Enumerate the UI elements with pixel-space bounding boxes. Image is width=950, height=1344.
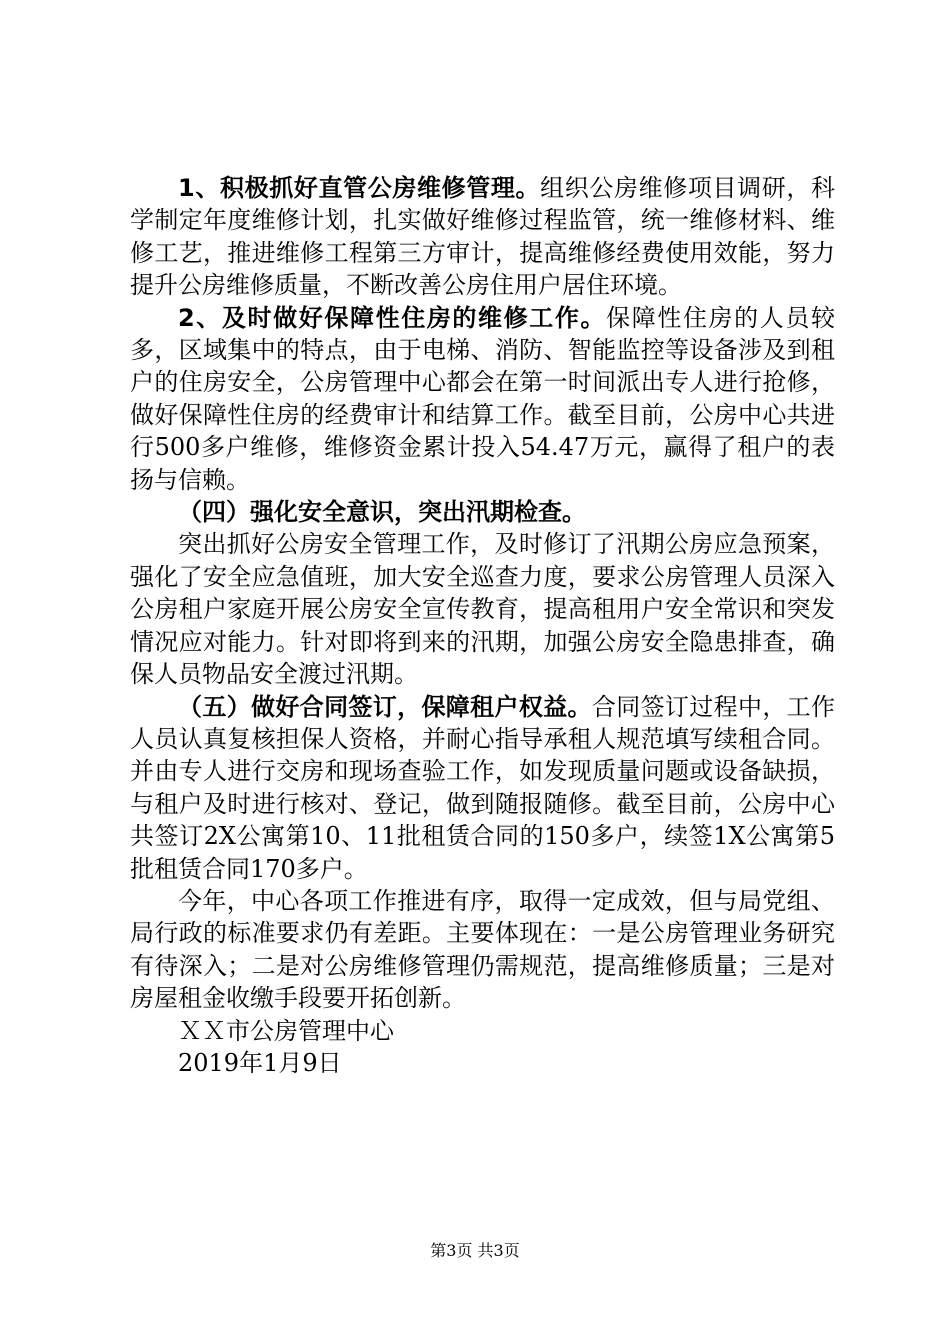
paragraph-safety-management [130, 528, 835, 690]
paragraph-heading: 1、积极抓好直管公房维修管理。 [178, 174, 541, 202]
section-heading: （四）强化安全意识，突出汛期检查。 [178, 498, 586, 527]
signature-organization [130, 1015, 835, 1047]
section-heading-safety [130, 496, 835, 528]
paragraph-repair-management [130, 172, 835, 302]
paragraph-summary [130, 885, 835, 1015]
document-date: 2019年1月9日 [178, 1048, 342, 1077]
page-footer [0, 1241, 950, 1261]
paragraph-heading: 2、及时做好保障性住房的维修工作。 [178, 303, 607, 332]
organization-name: ＸＸ市公房管理中心 [178, 1016, 394, 1045]
paragraph-text: 保障性住房的人员较多，区域集中的特点，由于电梯、消防、智能监控等设备涉及到租户的住房安全，公房管理中心都会在第一时间派出专人进行抢修，做好保障性住房的经费审计和结算工作。截至目前，公房中心共进行500多户维修，维修资金累计投入54.47万元，赢得了租户的表扬与信赖。 [130, 303, 836, 494]
paragraph-affordable-housing-repair [130, 302, 835, 496]
paragraph-text: 合同签订过程中，工作人员认真复核担保人资格，并耐心指导承租人规范填写续租合同。并由专人进行交房和现场查验工作，如发现质量问题或设备缺损，与租户及时进行核对、登记，做到随报随修。截至目前，公房中心共签订2X公寓第10、11批租赁合同的150多户，续签1X公寓第5批租赁合同170多户。 [130, 692, 836, 883]
paragraph-contract-signing [130, 691, 835, 885]
page-number: 第3页 共3页 [430, 1241, 520, 1260]
paragraph-text: 组织公房维修项目调研，科学制定年度维修计划，扎实做好维修过程监管，统一维修材料、维修工艺，推进维修工程第三方审计，提高维修经费使用效能，努力提升公房维修质量，不断改善公房住用户居住环境。 [130, 174, 836, 300]
document-body [130, 172, 835, 1079]
paragraph-text: 突出抓好公房安全管理工作，及时修订了汛期公房应急预案，强化了安全应急值班，加大安全巡查力度，要求公房管理人员深入公房租户家庭开展公房安全宣传教育，提高租用户安全常识和突发情况应对能力。针对即将到来的汛期，加强公房安全隐患排查，确保人员物品安全渡过汛期。 [130, 530, 835, 689]
signature-date [130, 1047, 835, 1079]
paragraph-text: 今年，中心各项工作推进有序，取得一定成效，但与局党组、局行政的标准要求仍有差距。主要体现在：一是公房管理业务研究有待深入；二是对公房维修管理仍需规范，提高维修质量；三是对房屋租金收缴手段要开拓创新。 [130, 886, 835, 1013]
section-heading: （五）做好合同签订，保障租户权益。 [178, 692, 592, 721]
